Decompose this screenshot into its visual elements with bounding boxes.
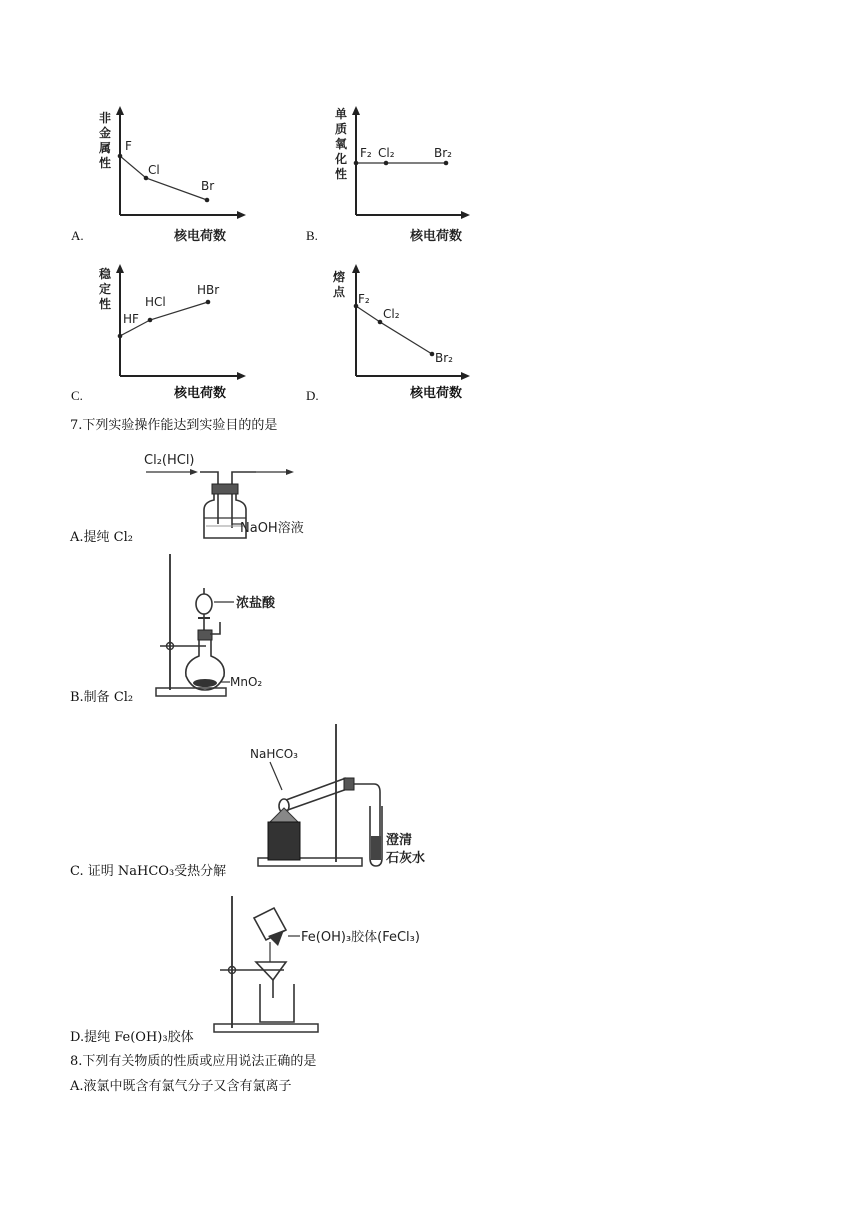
x-axis-label: 核电荷数 bbox=[174, 229, 227, 244]
chart-c-x-axis-label: 核电荷数 bbox=[174, 386, 227, 401]
beaker bbox=[260, 984, 294, 1022]
question-8-stem: 8.下列有关物质的性质或应用说法正确的是 bbox=[70, 1054, 317, 1069]
chart-a-svg bbox=[68, 98, 258, 248]
chart-c bbox=[68, 256, 258, 390]
y-label-char: 化 bbox=[335, 152, 348, 166]
solid-label: MnO₂ bbox=[230, 675, 263, 689]
iron-stand-base bbox=[214, 1024, 318, 1032]
chart-d bbox=[318, 256, 488, 390]
y-label-char: 非 bbox=[99, 111, 112, 125]
data-point bbox=[378, 320, 383, 325]
outlet-arrow-head bbox=[286, 469, 294, 475]
test-tube-lower bbox=[282, 788, 350, 812]
limewater-label-1: 澄清 bbox=[386, 833, 413, 848]
data-point bbox=[205, 198, 210, 203]
data-point bbox=[354, 161, 359, 166]
chart-b bbox=[318, 98, 488, 252]
chart-a bbox=[68, 98, 258, 252]
y-label-char: 点 bbox=[333, 285, 346, 299]
y-axis-arrow bbox=[352, 106, 360, 115]
point-label: Cl₂ bbox=[378, 146, 395, 160]
data-point bbox=[118, 334, 123, 339]
iron-stand-base bbox=[156, 688, 226, 696]
filtration-svg bbox=[208, 890, 444, 1040]
point-label: F bbox=[125, 139, 132, 153]
x-axis-arrow bbox=[461, 372, 470, 380]
point-label: Cl bbox=[148, 163, 160, 177]
option-d-caption: D.提纯 Fe(OH)₃胶体 bbox=[70, 1030, 194, 1045]
wash-bottle-svg bbox=[140, 446, 340, 546]
data-point bbox=[118, 154, 123, 159]
data-point bbox=[444, 161, 449, 166]
stopper bbox=[212, 484, 238, 494]
tube-stopper bbox=[344, 778, 354, 790]
flame bbox=[270, 808, 298, 822]
separatory-funnel bbox=[196, 594, 212, 614]
series-line bbox=[120, 156, 207, 200]
point-label: Br bbox=[201, 179, 215, 193]
inlet-arrow-head bbox=[190, 469, 198, 475]
solution-label: NaOH溶液 bbox=[240, 521, 304, 536]
y-label-char: 单 bbox=[335, 107, 348, 121]
data-point bbox=[206, 300, 211, 305]
y-label-char: 质 bbox=[335, 122, 348, 136]
cl2-generator-svg bbox=[150, 552, 300, 702]
limewater bbox=[371, 836, 381, 860]
acid-label: 浓盐酸 bbox=[236, 596, 276, 611]
flask-stopper bbox=[198, 630, 212, 640]
nahco3-heating-svg bbox=[246, 718, 436, 874]
data-point bbox=[430, 352, 435, 357]
y-axis-arrow bbox=[352, 264, 360, 273]
y-label-char: 氧 bbox=[335, 137, 348, 151]
chart-c-svg bbox=[68, 256, 258, 386]
diagram-a-wash-bottle bbox=[140, 446, 340, 550]
y-label-char: 属 bbox=[99, 141, 112, 155]
chart-a-option-letter: A. bbox=[71, 228, 84, 243]
y-label-char: 稳 bbox=[99, 267, 112, 281]
point-label: Br₂ bbox=[434, 146, 452, 160]
chart-c-option-letter: C. bbox=[71, 388, 83, 403]
point-label: Cl₂ bbox=[383, 307, 400, 321]
x-axis-label: 核电荷数 bbox=[410, 229, 463, 244]
diagram-d-filtration bbox=[208, 890, 444, 1044]
mno2-solid bbox=[193, 679, 217, 687]
y-label-char: 性 bbox=[335, 167, 348, 181]
alcohol-lamp bbox=[268, 822, 300, 860]
chart-b-option-letter: B. bbox=[306, 228, 318, 243]
point-label: HCl bbox=[145, 295, 166, 309]
diagram-c-nahco3-heating bbox=[246, 718, 436, 878]
x-axis-arrow bbox=[237, 372, 246, 380]
y-label-char: 性 bbox=[99, 297, 112, 311]
question-7-stem: 7.下列实验操作能达到实验目的的是 bbox=[70, 418, 278, 433]
point-label: F₂ bbox=[360, 146, 372, 160]
option-c-caption: C. 证明 NaHCO₃受热分解 bbox=[70, 864, 227, 879]
reagent-label: NaHCO₃ bbox=[250, 747, 298, 761]
point-label: F₂ bbox=[358, 292, 370, 306]
y-label-char: 熔 bbox=[333, 270, 346, 284]
y-label-char: 定 bbox=[99, 282, 112, 296]
reagent-pointer bbox=[270, 762, 282, 790]
question-8-option-a: A.液氯中既含有氯气分子又含有氯离子 bbox=[70, 1079, 292, 1094]
y-axis-arrow bbox=[116, 264, 124, 273]
option-a-caption: A.提纯 Cl₂ bbox=[70, 530, 133, 545]
gas-label: Cl₂(HCl) bbox=[144, 453, 195, 468]
inlet-tube bbox=[200, 472, 218, 524]
y-label-char: 性 bbox=[99, 156, 112, 170]
point-label: Br₂ bbox=[435, 351, 453, 365]
y-axis-arrow bbox=[116, 106, 124, 115]
x-axis-arrow bbox=[237, 211, 246, 219]
chart-d-svg bbox=[318, 256, 488, 386]
limewater-label-2: 石灰水 bbox=[386, 851, 426, 866]
point-label: HF bbox=[123, 312, 139, 326]
diagram-b-cl2-generator bbox=[150, 552, 300, 706]
chart-b-svg bbox=[318, 98, 488, 248]
option-b-caption: B.制备 Cl₂ bbox=[70, 690, 134, 705]
y-label-char: 金 bbox=[99, 126, 112, 140]
data-point bbox=[148, 318, 153, 323]
colloid-label: Fe(OH)₃胶体(FeCl₃) bbox=[301, 930, 420, 945]
data-point bbox=[384, 161, 389, 166]
funnel bbox=[256, 962, 286, 980]
x-axis-arrow bbox=[461, 211, 470, 219]
chart-d-option-letter: D. bbox=[306, 388, 319, 403]
point-label: HBr bbox=[197, 283, 220, 297]
chart-d-x-axis-label: 核电荷数 bbox=[410, 386, 463, 401]
